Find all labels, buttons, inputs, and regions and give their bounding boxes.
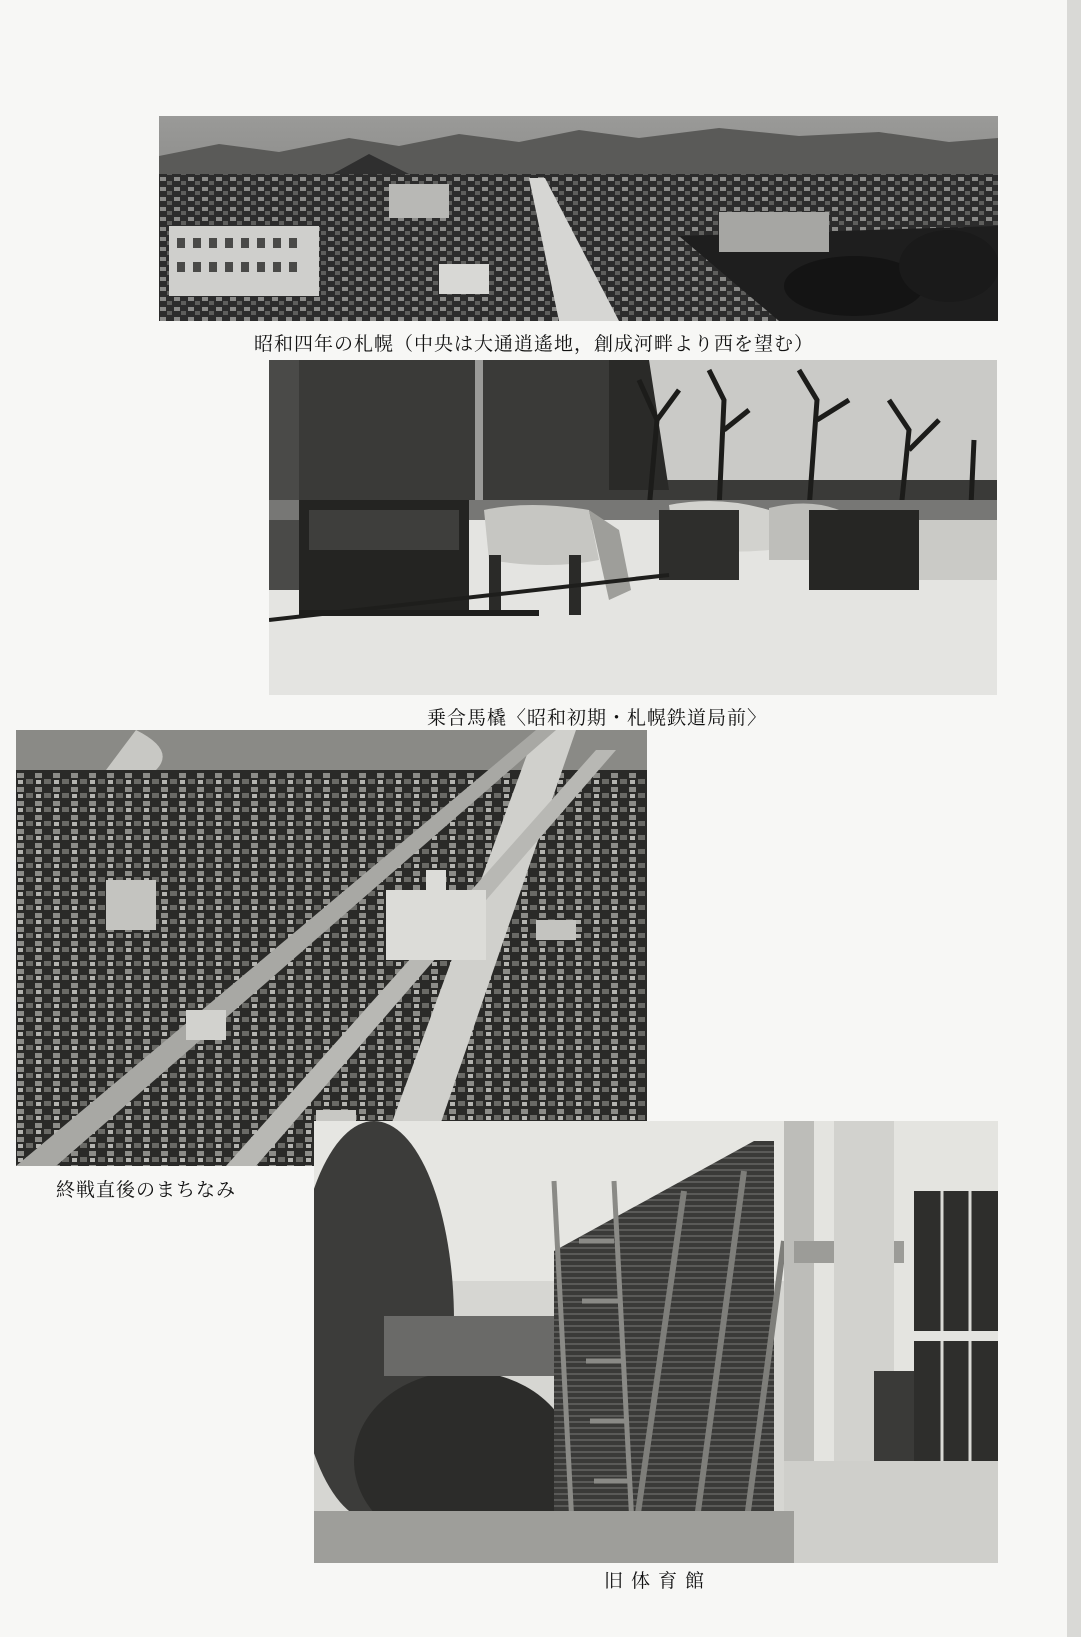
caption-sapporo-panorama: 昭和四年の札幌（中央は大通逍遙地，創成河畔より西を望む） [254, 333, 815, 355]
photo-postwar-townscape [16, 730, 647, 1166]
caption-old-gymnasium: 旧体育館 [604, 1570, 713, 1592]
caption-horse-sleighs: 乗合馬橇〈昭和初期・札幌鉄道局前〉 [427, 707, 768, 729]
photo-sapporo-panorama-image [159, 116, 998, 321]
photo-postwar-townscape-image [16, 730, 647, 1166]
photo-old-gymnasium [314, 1121, 998, 1563]
caption-postwar-townscape: 終戦直後のまちなみ [56, 1179, 237, 1201]
photo-sapporo-panorama [159, 116, 998, 321]
photo-horse-sleighs [269, 360, 997, 695]
photo-horse-sleighs-image [269, 360, 997, 695]
photo-old-gymnasium-image [314, 1121, 998, 1563]
